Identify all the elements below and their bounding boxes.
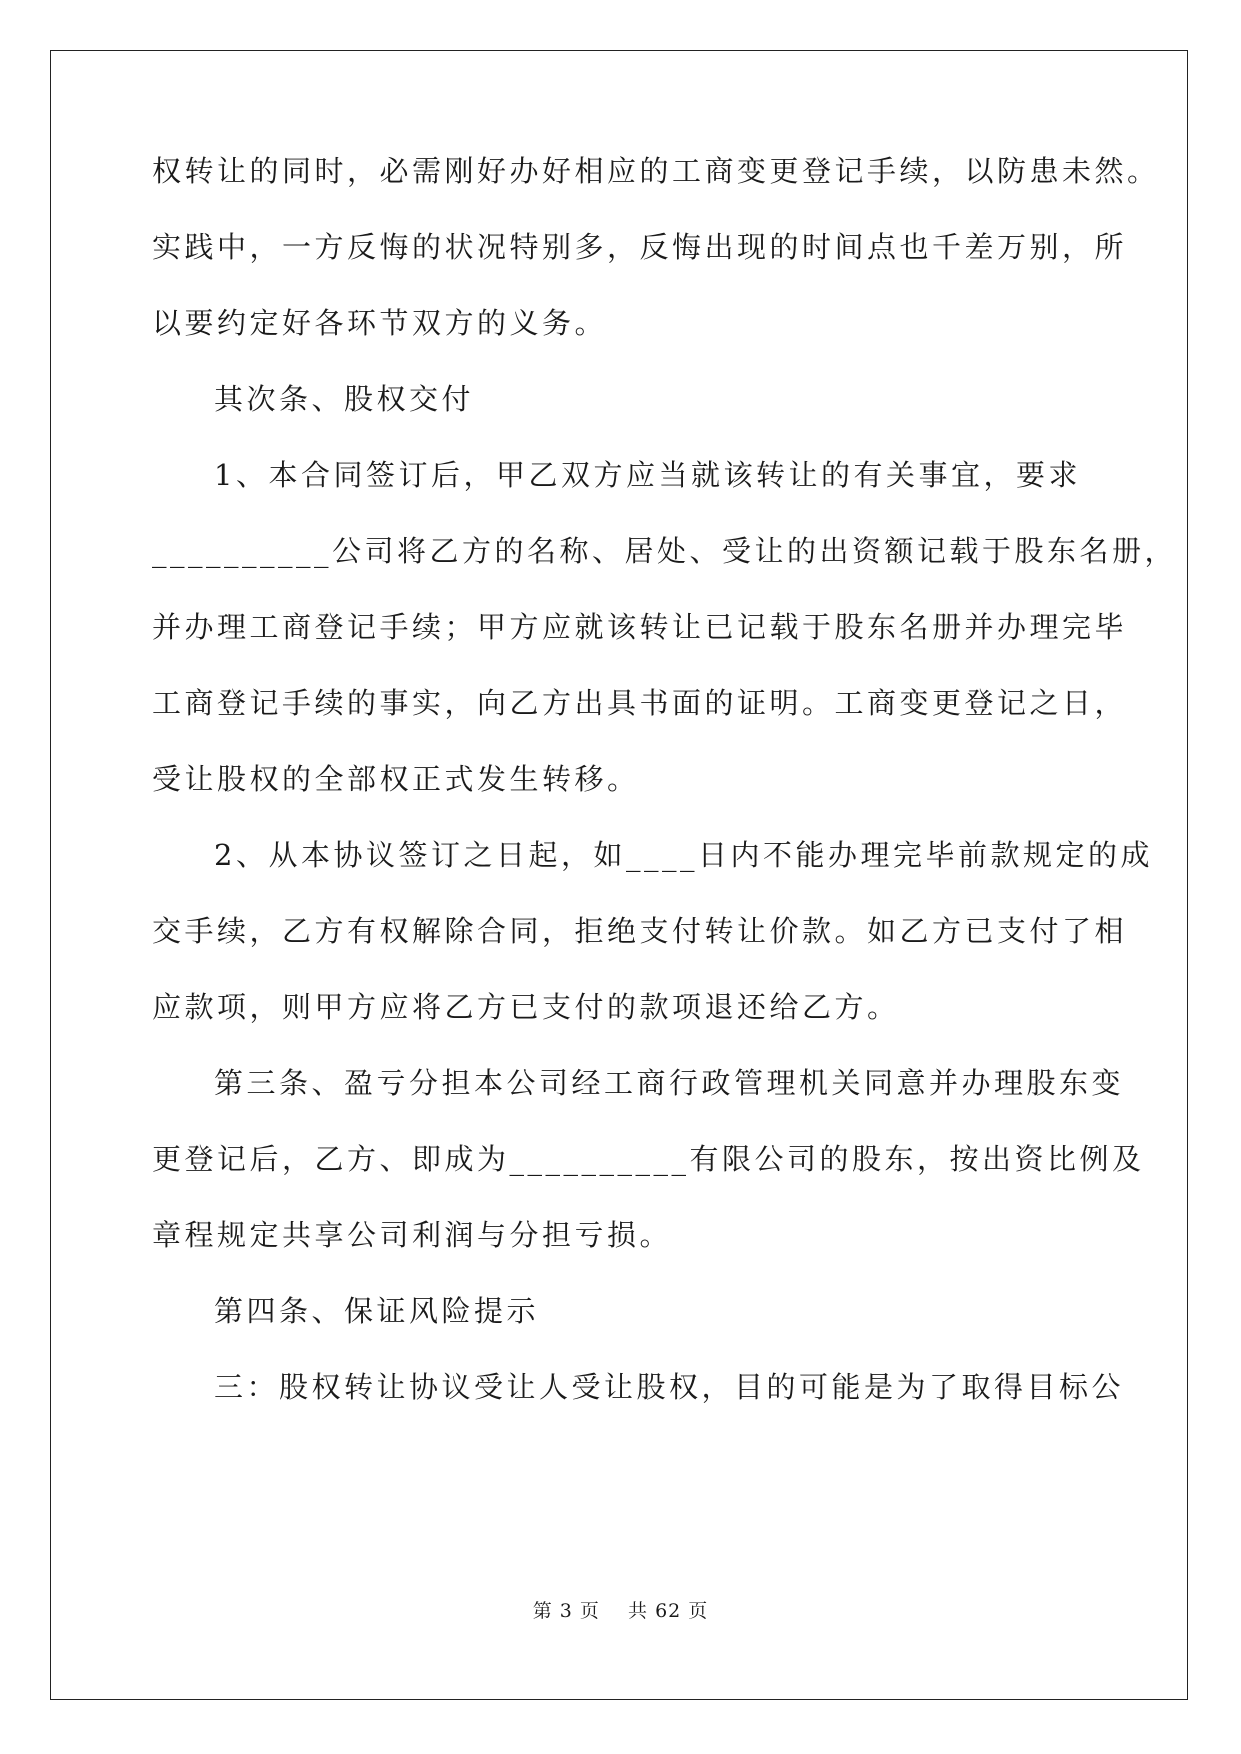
text-line: 2、从本协议签订之日起，如____日内不能办理完毕前款规定的成: [214, 838, 1153, 872]
text-line: 第三条、盈亏分担本公司经工商行政管理机关同意并办理股东变: [214, 1066, 1125, 1100]
page-number: 第 3 页 共 62 页: [532, 1600, 709, 1622]
page-border: [50, 50, 1188, 1700]
text-line: 1、本合同签订后，甲乙双方应当就该转让的有关事宜，要求: [214, 458, 1081, 492]
section-heading: 其次条、股权交付: [214, 382, 475, 416]
text-line: 工商登记手续的事实，向乙方出具书面的证明。工商变更登记之日，: [152, 686, 1128, 720]
text-line: 权转让的同时，必需刚好办好相应的工商变更登记手续，以防患未然。: [152, 154, 1160, 188]
text-line: 应款项，则甲方应将乙方已支付的款项退还给乙方。: [152, 990, 900, 1024]
text-line: __________公司将乙方的名称、居处、受让的出资额记载于股东名册，: [152, 534, 1178, 568]
text-line: 以要约定好各环节双方的义务。: [152, 306, 608, 340]
text-line: 章程规定共享公司利润与分担亏损。: [152, 1218, 673, 1252]
text-line: 并办理工商登记手续；甲方应就该转让已记载于股东名册并办理完毕: [152, 610, 1128, 644]
section-heading: 第四条、保证风险提示: [214, 1294, 540, 1328]
text-line: 更登记后，乙方、即成为__________有限公司的股东，按出资比例及: [152, 1142, 1145, 1176]
text-line: 三：股权转让协议受让人受让股权，目的可能是为了取得目标公: [214, 1370, 1125, 1404]
text-line: 受让股权的全部权正式发生转移。: [152, 762, 640, 796]
text-line: 交手续，乙方有权解除合同，拒绝支付转让价款。如乙方已支付了相: [152, 914, 1128, 948]
text-line: 实践中，一方反悔的状况特别多，反悔出现的时间点也千差万别，所: [152, 230, 1128, 264]
